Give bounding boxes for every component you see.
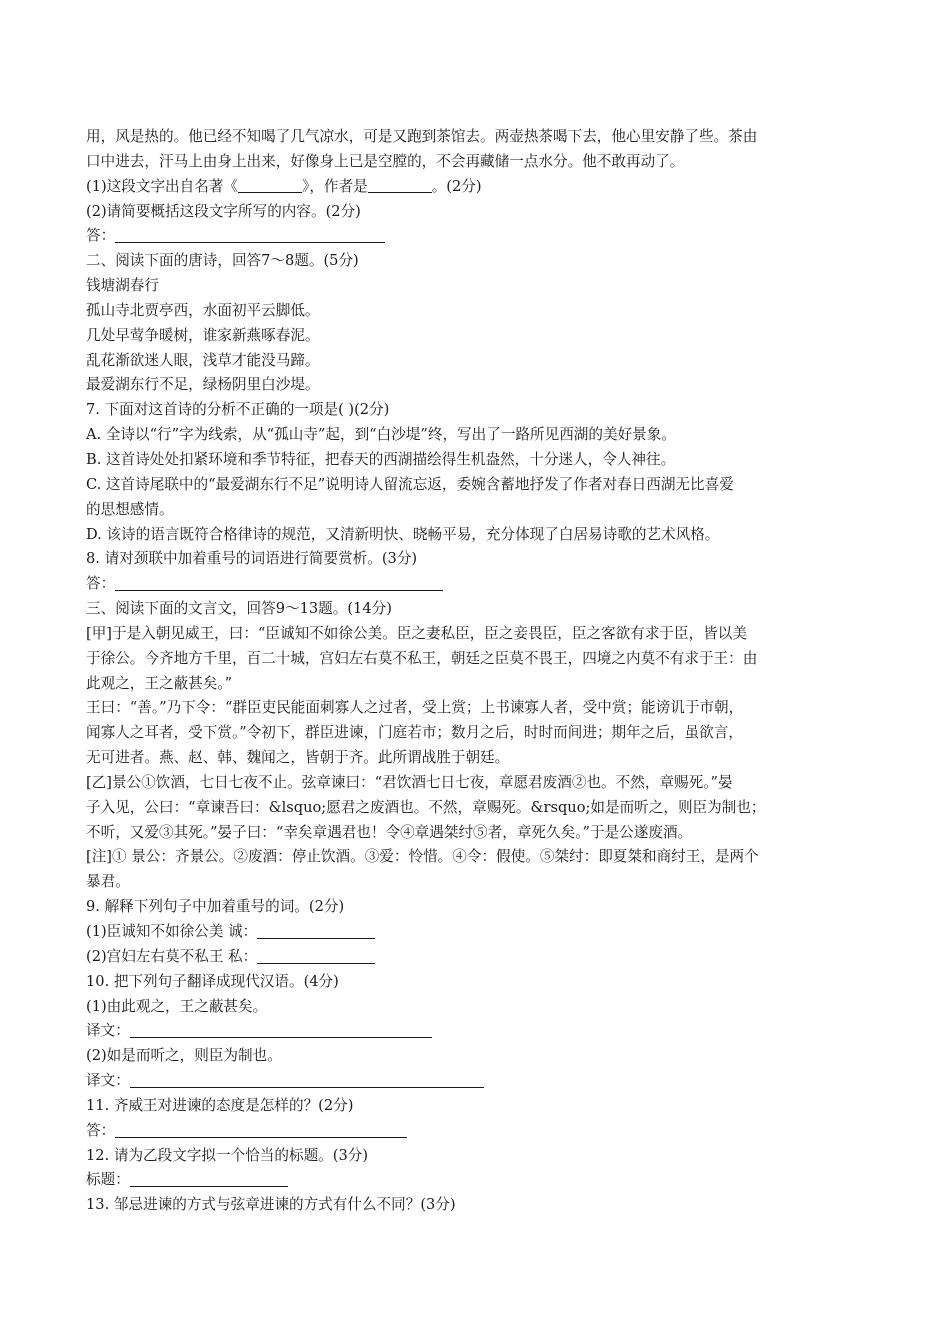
answer-label: 标题： bbox=[86, 1171, 130, 1189]
question-text: (1)这段文字出自名著《 bbox=[86, 177, 239, 195]
text-line: 11. 齐威王对进谏的态度是怎样的？(2分) bbox=[86, 1096, 354, 1114]
text-line: 三、阅读下面的文言文，回答9～13题。(14分) bbox=[86, 600, 392, 618]
answer-blank bbox=[257, 947, 375, 964]
text-line: C. 这首诗尾联中的“最爱湖东行不足”说明诗人留流忘返，委婉含蓄地抒发了作者对春日西湖无比喜爱 bbox=[86, 475, 734, 493]
text-line: (2)请简要概括这段文字所写的内容。(2分) bbox=[86, 202, 361, 220]
text-line bbox=[86, 1119, 866, 1144]
text-line bbox=[86, 572, 866, 597]
text-line: 9. 解释下列句子中加着重号的词。(2分) bbox=[86, 898, 345, 916]
answer-label: 答： bbox=[86, 227, 116, 245]
answer-blank bbox=[130, 1170, 288, 1187]
text-line: [乙]景公①饮酒，七日七夜不止。弦章谏曰：“君饮酒七日七夜，章愿君废酒②也。不然，章赐死。”晏 bbox=[86, 773, 733, 791]
answer-blank bbox=[115, 574, 443, 591]
answer-label: 答： bbox=[86, 1121, 116, 1139]
text-line bbox=[86, 1069, 866, 1094]
answer-blank bbox=[257, 922, 375, 939]
answer-blank bbox=[130, 1021, 432, 1038]
text-line: (1)由此观之，王之蔽甚矣。 bbox=[86, 997, 268, 1015]
text-line: 二、阅读下面的唐诗，回答7～8题。(5分) bbox=[86, 252, 359, 270]
text-line bbox=[86, 224, 866, 249]
text-line: 孤山寺北贾亭西，水面初平云脚低。 bbox=[86, 301, 320, 319]
text-line: [甲]于是入朝见威王，曰：“臣诚知不如徐公美。臣之妻私臣，臣之妾畏臣，臣之客欲有求于臣，皆以美 bbox=[86, 624, 747, 642]
text-line: D. 该诗的语言既符合格律诗的规范，又清新明快、晓畅平易，充分体现了白居易诗歌的艺术风格。 bbox=[86, 525, 720, 543]
text-line bbox=[86, 1168, 866, 1193]
text-line: 此观之，王之蔽甚矣。” bbox=[86, 674, 233, 692]
answer-label: 译文： bbox=[86, 1072, 130, 1090]
text-line: 10. 把下列句子翻译成现代汉语。(4分) bbox=[86, 972, 339, 990]
text-line bbox=[86, 175, 866, 200]
text-line: A. 全诗以“行”字为线索，从“孤山寺”起，到“白沙堤”终，写出了一路所见西湖的美好景象。 bbox=[86, 426, 676, 444]
text-line: 闻寡人之耳者，受下赏。”令初下，群臣进谏，门庭若市；数月之后，时时而间进；期年之后，虽欲言， bbox=[86, 724, 743, 742]
text-line: [注]① 景公：齐景公。②废酒：停止饮酒。③爱：怜惜。④令：假使。⑤桀纣：即夏桀和商纣王，是两个 bbox=[86, 848, 759, 866]
text-line: (2)如是而听之，则臣为制也。 bbox=[86, 1047, 282, 1065]
text-line: B. 这首诗处处扣紧环境和季节特征，把春天的西湖描绘得生机盎然，十分迷人，令人神往。 bbox=[86, 450, 676, 468]
text-line bbox=[86, 945, 866, 970]
text-line: 口中进去，汗马上由身上出来，好像身上已是空膛的，不会再藏储一点水分。他不敢再动了。 bbox=[86, 152, 685, 170]
text-line: 钱塘湖春行 bbox=[86, 277, 159, 295]
answer-label: 译文： bbox=[86, 1022, 130, 1040]
text-line: 12. 请为乙段文字拟一个恰当的标题。(3分) bbox=[86, 1146, 369, 1164]
answer-blank bbox=[115, 1121, 407, 1138]
answer-blank bbox=[115, 226, 385, 243]
text-line: 13. 邹忌进谏的方式与弦章进谏的方式有什么不同？(3分) bbox=[86, 1196, 456, 1214]
question-text: 》，作者是 bbox=[302, 177, 368, 195]
answer-blank bbox=[130, 1071, 484, 1088]
text-line: 子入见，公曰：“章谏吾曰：&lsquo;愿君之废酒也。不然，章赐死。&rsquo;如是而听之，则臣为制也； bbox=[86, 798, 766, 816]
answer-label: (2)宫妇左右莫不私王 私： bbox=[86, 947, 258, 965]
text-line: 于徐公。今齐地方千里，百二十城，宫妇左右莫不私王，朝廷之臣莫不畏王，四境之内莫不有求于王：由 bbox=[86, 649, 758, 667]
text-line: 暴君。 bbox=[86, 873, 130, 891]
text-line: 8. 请对颈联中加着重号的词语进行简要赏析。(3分) bbox=[86, 550, 418, 568]
text-line: 的思想感情。 bbox=[86, 500, 174, 518]
text-line bbox=[86, 920, 866, 945]
text-line: 无可进者。燕、赵、韩、魏闻之，皆朝于齐。此所谓战胜于朝廷。 bbox=[86, 749, 510, 767]
answer-blank bbox=[238, 178, 302, 193]
text-line bbox=[86, 1019, 866, 1044]
answer-label: 答： bbox=[86, 575, 116, 593]
answer-label: (1)臣诚知不如徐公美 诚： bbox=[86, 923, 258, 940]
text-line: 不听，又爱③其死。”晏子曰：“幸矣章遇君也！令④章遇桀纣⑤者，章死久矣。”于是公遂废酒。 bbox=[86, 823, 693, 841]
question-text: 。(2分) bbox=[431, 177, 482, 195]
text-line: 王曰：“善。”乃下令：“群臣吏民能面刺寡人之过者，受上赏；上书谏寡人者，受中赏；能谤讥于市朝， bbox=[86, 699, 744, 717]
document-page bbox=[86, 125, 866, 1218]
text-line: 7. 下面对这首诗的分析不正确的一项是( )(2分) bbox=[86, 401, 390, 419]
text-line: 用，风是热的。他已经不知喝了几气凉水，可是又跑到茶馆去。两壶热茶喝下去，他心里安静了些。茶由 bbox=[86, 128, 758, 145]
text-line: 最爱湖东行不足，绿杨阴里白沙堤。 bbox=[86, 376, 320, 394]
text-line: 乱花渐欲迷人眼，浅草才能没马蹄。 bbox=[86, 351, 320, 369]
answer-blank bbox=[368, 178, 432, 193]
text-line: 几处早莺争暖树，谁家新燕啄春泥。 bbox=[86, 326, 320, 344]
